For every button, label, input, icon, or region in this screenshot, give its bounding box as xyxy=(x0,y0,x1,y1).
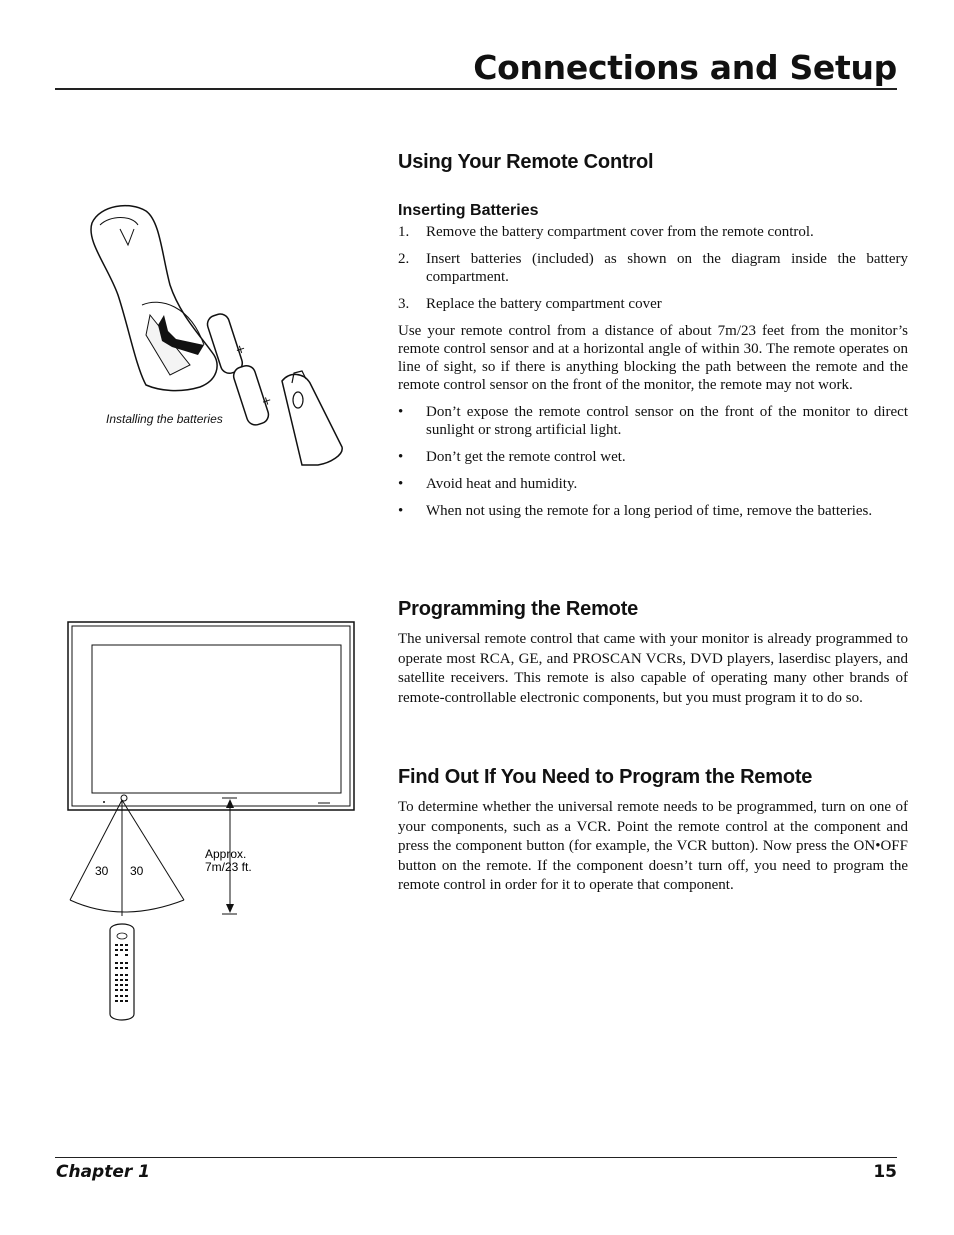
list-item: • Don’t get the remote control wet. xyxy=(398,449,626,465)
distance-label-line2: 7m/23 ft. xyxy=(205,860,252,874)
list-item: • Don’t expose the remote control sensor on the front of the monitor to direct sunlight or strong artificial light. xyxy=(398,404,908,438)
distance-label-line1: Approx. xyxy=(205,847,247,861)
battery-steps-list xyxy=(398,223,908,313)
list-item: 1. Remove the battery compartment cover from the remote control. xyxy=(398,224,814,240)
list-item: • When not using the remote for a long period of time, remove the batteries. xyxy=(398,503,873,519)
header-rule xyxy=(55,88,897,90)
list-item: • Avoid heat and humidity. xyxy=(398,476,578,492)
remote-care-list xyxy=(398,403,908,520)
section-using-remote xyxy=(398,151,908,529)
programming-paragraph: The universal remote control that came with your monitor is already programmed to operate most RCA, GE, and PROSCAN VCRs, DVD players, laserdisc players, and satellite receivers. This remote is also capable of operating many other brands of remote-controllable electronic components, but you must program it to do so. xyxy=(398,631,908,706)
page-number: 15 xyxy=(873,1162,897,1182)
remote-usage-paragraph: Use your remote control from a distance of about 7m/23 feet from the monitor’s remote control sensor and at a horizontal angle of within 30. The remote operates on line of sight, so if there is anything blocking the path between the remote and the remote control sensor on the front of the monitor, the remote may not work. xyxy=(398,323,908,393)
section-programming xyxy=(398,598,908,708)
batteries-caption: Installing the batteries xyxy=(106,412,223,426)
heading-programming: Programming the Remote xyxy=(398,598,639,620)
remote-control-icon xyxy=(110,924,134,1020)
footer-chapter: Chapter 1 xyxy=(56,1162,151,1182)
footer-rule xyxy=(55,1157,897,1158)
remote-range-illustration xyxy=(60,618,370,1028)
angle-right-label: 30 xyxy=(130,864,144,878)
heading-using-remote: Using Your Remote Control xyxy=(398,151,654,173)
svg-text:+: + xyxy=(233,340,248,358)
heading-find-out: Find Out If You Need to Program the Remote xyxy=(398,766,813,788)
find-out-paragraph: To determine whether the universal remote needs to be programmed, turn on one of your components, such as a VCR. Point the remote control at the component and press the component button (for example, the VCR button). Now press the ON•OFF button on the remote. If the component doesn’t turn off, you need to program the remote control in order for it to operate that component. xyxy=(398,799,908,893)
section-find-out xyxy=(398,766,908,896)
svg-text:+: + xyxy=(259,392,274,410)
page-title: Connections and Setup xyxy=(473,48,897,87)
subheading-inserting-batteries: Inserting Batteries xyxy=(398,202,539,219)
list-item: 2. Insert batteries (included) as shown on the diagram inside the battery compartment. xyxy=(398,251,908,285)
angle-left-label: 30 xyxy=(95,864,109,878)
list-item: 3. Replace the battery compartment cover xyxy=(398,296,662,312)
battery-installation-illustration xyxy=(80,195,370,485)
